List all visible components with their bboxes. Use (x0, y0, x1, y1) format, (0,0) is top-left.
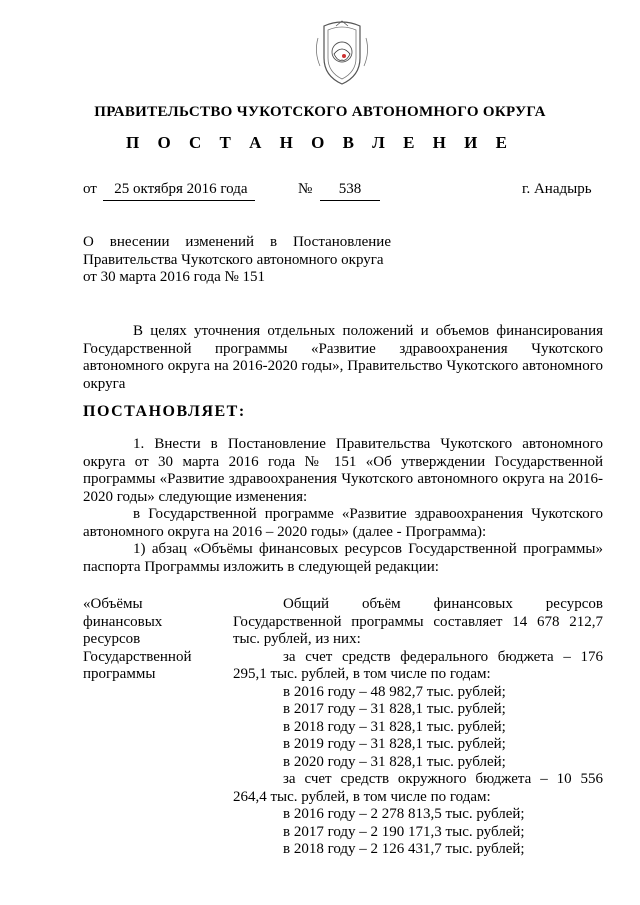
government-title: ПРАВИТЕЛЬСТВО ЧУКОТСКОГО АВТОНОМНОГО ОКРУГА (94, 104, 546, 120)
label-line: финансовых (83, 613, 163, 630)
document-date: 25 октября 2016 года (103, 181, 255, 201)
label-line: Государственной (83, 648, 192, 665)
document-place: г. Анадырь (522, 181, 592, 197)
intro-paragraph: В целях уточнения отдельных положений и объемов финансирования Государственной программы «Развитие здравоохранения Чукотского автономного округа на 2016-2020 годы», Правительство Чукотского автономного округа (83, 323, 603, 392)
label-line: программы (83, 666, 156, 682)
year-line: в 2016 году – 48 982,7 тыс. рублей; (283, 683, 506, 700)
regional-funding: за счет средств окружного бюджета – 10 556 264,4 тыс. рублей, в том числе по годам: (233, 771, 603, 805)
body-paragraph: 1. Внести в Постановление Правительства Чукотского автономного округа от 30 марта 2016 года № 151 «Об утверждении Государственной программы «Развитие здравоохранения Чукотского автономного округа на 2016-2020 годы» следующие изменения: (83, 436, 603, 505)
document-number: 538 (320, 181, 380, 201)
year-line: в 2017 году – 31 828,1 тыс. рублей; (283, 701, 506, 717)
subject-line: Правительства Чукотского автономного округа (83, 251, 384, 268)
passport-field-value (233, 596, 603, 859)
year-line: в 2017 году – 2 190 171,3 тыс. рублей; (283, 823, 525, 840)
resolve-heading: ПОСТАНОВЛЯЕТ: (83, 403, 246, 420)
body-paragraph: 1) абзац «Объёмы финансовых ресурсов Государственной программы» паспорта Программы изложить в следующей редакции: (83, 541, 603, 575)
document-subject (83, 234, 391, 287)
resolution-body (83, 436, 603, 576)
year-line: в 2016 году – 2 278 813,5 тыс. рублей; (283, 806, 525, 822)
body-paragraph: в Государственной программе «Развитие здравоохранения Чукотского автономного округа на 2016 – 2020 годы» (далее - Программа): (83, 506, 603, 540)
federal-years (233, 684, 603, 772)
document-meta (0, 181, 640, 201)
subject-line: О внесении изменений в Постановление (83, 234, 391, 250)
label-line: «Объёмы (83, 596, 143, 612)
passport-field-label (83, 596, 213, 684)
total-funding: Общий объём финансовых ресурсов Государственной программы составляет 14 678 212,7 тыс. рублей, из них: (233, 596, 603, 647)
year-line: в 2018 году – 31 828,1 тыс. рублей; (283, 718, 506, 735)
label-line: ресурсов (83, 631, 141, 647)
year-line: в 2018 году – 2 126 431,7 тыс. рублей; (283, 841, 525, 857)
year-line: в 2020 году – 31 828,1 тыс. рублей; (283, 753, 506, 770)
federal-funding: за счет средств федерального бюджета – 176 295,1 тыс. рублей, в том числе по годам: (233, 648, 603, 682)
year-line: в 2019 году – 31 828,1 тыс. рублей; (283, 736, 506, 752)
regional-years (233, 806, 603, 859)
document-type: П О С Т А Н О В Л Е Н И Е (126, 133, 514, 152)
subject-line: от 30 марта 2016 года № 151 (83, 269, 266, 285)
date-prefix: от (83, 181, 97, 197)
number-prefix: № (298, 181, 313, 197)
coat-of-arms-icon (310, 18, 374, 88)
